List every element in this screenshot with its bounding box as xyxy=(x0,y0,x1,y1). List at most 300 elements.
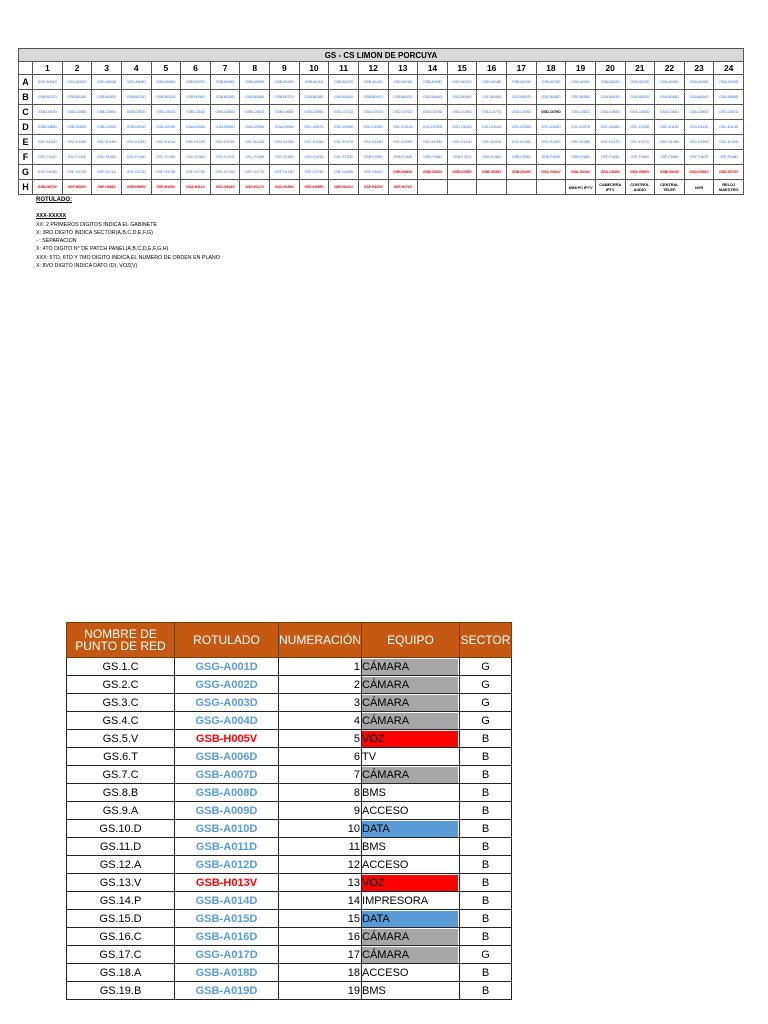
sector-cell: B xyxy=(460,892,512,910)
equipment-cell xyxy=(362,712,460,730)
label-code-cell: GSG-A002D xyxy=(175,676,279,694)
sector-cell: B xyxy=(460,910,512,928)
column-number: 18 xyxy=(536,62,566,75)
number-cell: 3 xyxy=(279,694,362,712)
number-cell: 12 xyxy=(279,856,362,874)
column-number: 14 xyxy=(418,62,448,75)
network-points-table xyxy=(66,622,512,1000)
panel-rows xyxy=(19,75,744,195)
column-number: 24 xyxy=(714,62,744,75)
panel-port-cell: GSF-G180D xyxy=(329,165,359,180)
panel-port-cell: GSD-G070V xyxy=(714,165,744,180)
panel-port-cell: GSB-C061D xyxy=(121,105,151,120)
equipment-cell xyxy=(362,784,460,802)
panel-port-cell: GSB-G029V xyxy=(507,165,537,180)
panel-port-cell: GSC-E134D xyxy=(507,135,537,150)
equipment-label: ACCESO xyxy=(362,966,409,979)
panel-port-cell: GSF-G177D xyxy=(240,165,270,180)
panel-port-cell: GSD-C072D xyxy=(358,105,388,120)
panel-port-cell: GSC-F152D xyxy=(329,150,359,165)
panel-port-cell: GSB-F160D xyxy=(536,150,566,165)
panel-row-label: A xyxy=(19,75,33,90)
label-code-cell: GSB-A014D xyxy=(175,892,279,910)
column-number: 2 xyxy=(62,62,92,75)
panel-port-cell: GSB-F159D xyxy=(507,150,537,165)
panel-port-cell: GSF-G179D xyxy=(299,165,329,180)
panel-port-cell: GSA-A022D xyxy=(595,75,625,90)
column-number: 21 xyxy=(625,62,655,75)
number-cell: 5 xyxy=(279,730,362,748)
panel-port-cell: GSB-B042D xyxy=(388,90,418,105)
panel-port-cell xyxy=(418,180,448,195)
label-code-cell: GSB-A008D xyxy=(175,784,279,802)
column-number: 19 xyxy=(566,62,596,75)
panel-port-cell: GSC-D100D xyxy=(358,120,388,135)
points-rows xyxy=(67,658,512,1000)
panel-port-cell: GSF-G170D xyxy=(62,165,92,180)
equipment-cell xyxy=(362,982,460,1000)
panel-port-cell: GSG-A001D xyxy=(33,75,63,90)
panel-row-label: H xyxy=(19,180,33,195)
panel-port-cell: GSC-F151D xyxy=(299,150,329,165)
equipment-label: CÁMARA xyxy=(362,695,458,711)
panel-port-cell: GSC-E139D xyxy=(684,135,714,150)
point-name-cell: GS.3.C xyxy=(67,694,175,712)
equipment-label: VOZ xyxy=(362,731,458,747)
panel-port-cell: GSB-C063D xyxy=(181,105,211,120)
panel-port-cell: GSD-C079D xyxy=(536,105,566,120)
table-row xyxy=(67,784,512,802)
legend-line: X: 8VO DIGITO INDICA DATO (D), VOZ(V) xyxy=(36,263,138,270)
panel-port-cell: GSB-B030D xyxy=(92,90,122,105)
panel-row xyxy=(19,120,744,135)
patch-panel-grid xyxy=(18,48,744,195)
panel-port-cell: GSD-B047D xyxy=(507,90,537,105)
panel-port-cell: GSB-B036D xyxy=(240,90,270,105)
panel-port-cell: GSB-B032D xyxy=(151,90,181,105)
panel-port-cell: GSA-C083D xyxy=(625,105,655,120)
panel-port-cell: GSA-G042V xyxy=(536,165,566,180)
equipment-cell xyxy=(362,748,460,766)
column-number: 4 xyxy=(121,62,151,75)
equipment-cell xyxy=(362,838,460,856)
panel-row xyxy=(19,180,744,195)
panel-port-cell: GSC-D114D xyxy=(714,120,744,135)
panel-port-cell: GSD-C076D xyxy=(447,105,477,120)
table-row xyxy=(67,946,512,964)
equipment-label: CÁMARA xyxy=(362,677,458,693)
panel-port-cell: GSC-D098D xyxy=(329,120,359,135)
panel-row xyxy=(19,150,744,165)
equipment-label: DATA xyxy=(362,911,458,927)
panel-port-cell: GSB-A014D xyxy=(358,75,388,90)
panel-port-cell: GSG-A017D xyxy=(447,75,477,90)
panel-port-cell: GSA-G060V xyxy=(625,165,655,180)
panel-port-cell: GSB-A019D xyxy=(507,75,537,90)
legend-line: X: 4TO DIGITO N° DE PATCH PANEL(A,B,C,D,E,F,G,H) xyxy=(36,246,169,253)
sector-cell: B xyxy=(460,730,512,748)
sector-cell: B xyxy=(460,856,512,874)
panel-port-cell: GSB-A018D xyxy=(477,75,507,90)
equipment-cell xyxy=(362,694,460,712)
panel-port-cell: GSF-H109V xyxy=(151,180,181,195)
panel-port-cell: GSC-E122D xyxy=(181,135,211,150)
point-name-cell: GS.14.P xyxy=(67,892,175,910)
equipment-cell xyxy=(362,766,460,784)
panel-port-cell: GSC-E128D xyxy=(358,135,388,150)
panel-port-cell: GSC-E137D xyxy=(595,135,625,150)
point-name-cell: GS.6.T xyxy=(67,748,175,766)
point-name-cell: GS.12.A xyxy=(67,856,175,874)
panel-port-cell: GSA-C081D xyxy=(566,105,596,120)
table-row xyxy=(67,802,512,820)
panel-port-cell: GSB-A006D xyxy=(151,75,181,90)
table-row xyxy=(67,820,512,838)
panel-port-cell: GSB-A020D xyxy=(536,75,566,90)
equipment-label: BMS xyxy=(362,786,386,799)
panel-port-cell: GSG-A002D xyxy=(62,75,92,90)
number-cell: 1 xyxy=(279,658,362,676)
point-name-cell: GS.16.C xyxy=(67,928,175,946)
panel-port-cell: GSC-E116D xyxy=(33,135,63,150)
label-code-cell: GSG-A004D xyxy=(175,712,279,730)
panel-port-cell: GSB-A012D xyxy=(329,75,359,90)
table-row xyxy=(67,658,512,676)
label-code-cell: GSB-H005V xyxy=(175,730,279,748)
panel-port-cell: GSB-F157D xyxy=(447,150,477,165)
panel-port-cell: GSC-E138D xyxy=(655,135,685,150)
panel-port-cell: GSA-B056D xyxy=(714,90,744,105)
panel-port-cell: GSC-E121D xyxy=(151,135,181,150)
column-number: 8 xyxy=(240,62,270,75)
panel-port-cell: GSB-F153D xyxy=(358,150,388,165)
equipment-label: CÁMARA xyxy=(362,713,458,729)
panel-port-cell: GSB-B034D xyxy=(181,90,211,105)
panel-port-cell: GSC-E136D xyxy=(566,135,596,150)
panel-port-cell: GSB-C057D xyxy=(33,105,63,120)
panel-port-cell: GSB-D088D xyxy=(33,120,63,135)
column-number: 7 xyxy=(210,62,240,75)
number-cell: 9 xyxy=(279,802,362,820)
panel-row-label: C xyxy=(19,105,33,120)
panel-port-cell: GSC-D107D xyxy=(566,120,596,135)
panel-port-cell: GSD-C078D xyxy=(507,105,537,120)
panel-port-cell: GSF-F168D xyxy=(714,150,744,165)
table-row xyxy=(67,712,512,730)
equipment-cell xyxy=(362,928,460,946)
point-name-cell: GS.5.V xyxy=(67,730,175,748)
sector-cell: G xyxy=(460,676,512,694)
panel-port-cell: GSB-C059D xyxy=(92,105,122,120)
number-cell: 2 xyxy=(279,676,362,694)
sector-cell: B xyxy=(460,838,512,856)
panel-port-cell: GSC-E119D xyxy=(92,135,122,150)
points-header-row xyxy=(67,623,512,658)
panel-port-cell: GSC-D106D xyxy=(536,120,566,135)
panel-row-label: B xyxy=(19,90,33,105)
label-code-cell: GSB-H013V xyxy=(175,874,279,892)
panel-port-cell: GSA-B052D xyxy=(625,90,655,105)
panel-port-cell: GSC-F142D xyxy=(62,150,92,165)
label-code-cell: GSB-A018D xyxy=(175,964,279,982)
label-code-cell: GSB-A011D xyxy=(175,838,279,856)
number-cell: 11 xyxy=(279,838,362,856)
sector-cell: G xyxy=(460,712,512,730)
panel-port-cell: GSB-C068D xyxy=(270,105,300,120)
sector-cell: B xyxy=(460,820,512,838)
equipment-cell xyxy=(362,856,460,874)
corner-cell xyxy=(19,62,33,75)
panel-port-cell: GSB-F162D xyxy=(566,150,596,165)
legend-format: XXX-XXXXX xyxy=(36,213,67,220)
header-rotulado: ROTULADO xyxy=(175,623,279,658)
table-row xyxy=(67,892,512,910)
header-numeracion: NUMERACIÓN xyxy=(279,623,362,658)
panel-port-cell: GSC-D110D xyxy=(625,120,655,135)
panel-port-cell: GSC-F147D xyxy=(210,150,240,165)
column-number-row xyxy=(19,62,744,75)
point-name-cell: GS.18.A xyxy=(67,964,175,982)
panel-port-cell: GSA-B053D xyxy=(655,90,685,105)
panel-port-cell: GSB-D091D xyxy=(121,120,151,135)
label-code-cell: GSG-A001D xyxy=(175,658,279,676)
panel-port-cell: GSA-D095D xyxy=(210,120,240,135)
equipment-label: IMPRESORA xyxy=(362,894,429,907)
panel-port-cell: GSC-D101D xyxy=(388,120,418,135)
panel-port-cell: GSC-D097D xyxy=(299,120,329,135)
panel-port-cell: GSA-D096D xyxy=(240,120,270,135)
table-row xyxy=(67,766,512,784)
column-number: 9 xyxy=(270,62,300,75)
column-number: 16 xyxy=(477,62,507,75)
panel-port-cell: GSA-A025D xyxy=(684,75,714,90)
panel-port-cell: GSC-F145D xyxy=(151,150,181,165)
panel-port-cell: GSB-C067D xyxy=(240,105,270,120)
panel-port-cell: GSB-B041D xyxy=(358,90,388,105)
panel-port-cell: GSB-A011D xyxy=(299,75,329,90)
panel-port-cell: GSC-F146D xyxy=(181,150,211,165)
panel-port-cell: GSC-D104D xyxy=(477,120,507,135)
point-name-cell: GS.9.A xyxy=(67,802,175,820)
panel-port-cell: GSB-G033V xyxy=(477,165,507,180)
panel-port-cell: GSA-A024D xyxy=(655,75,685,90)
panel-port-cell: GSC-H155V xyxy=(299,180,329,195)
panel-port-cell: GSB-C069D xyxy=(299,105,329,120)
label-code-cell: GSB-A019D xyxy=(175,982,279,1000)
column-number: 15 xyxy=(447,62,477,75)
sector-cell: G xyxy=(460,694,512,712)
panel-port-cell: GSF-G175D xyxy=(210,165,240,180)
panel-port-cell: GSB-G039V xyxy=(447,165,477,180)
panel-port-cell: MINI PC IPTV xyxy=(566,180,596,195)
point-name-cell: GS.19.B xyxy=(67,982,175,1000)
panel-port-cell: GSC-H150V xyxy=(270,180,300,195)
point-name-cell: GS.2.C xyxy=(67,676,175,694)
panel-port-cell: GSB-G053V xyxy=(418,165,448,180)
legend-lines xyxy=(36,221,220,271)
panel-port-cell: GSB-B035D xyxy=(210,90,240,105)
number-cell: 10 xyxy=(279,820,362,838)
sector-cell: B xyxy=(460,784,512,802)
panel-row xyxy=(19,105,744,120)
panel-port-cell: GSB-B037D xyxy=(270,90,300,105)
panel-port-cell: GSB-A007D xyxy=(181,75,211,90)
panel-port-cell: GSF-H080V xyxy=(62,180,92,195)
panel-port-cell: GSA-G034V xyxy=(566,165,596,180)
panel-port-cell: GSC-E137D xyxy=(625,135,655,150)
number-cell: 14 xyxy=(279,892,362,910)
column-number: 13 xyxy=(388,62,418,75)
panel-port-cell: GSB-D089D xyxy=(62,120,92,135)
panel-port-cell xyxy=(447,180,477,195)
panel-port-cell: GSB-B038D xyxy=(299,90,329,105)
panel-port-cell: GSF-G174D xyxy=(181,165,211,180)
label-code-cell: GSB-A006D xyxy=(175,748,279,766)
panel-port-cell: GSC-E124D xyxy=(240,135,270,150)
panel-port-cell: GSA-A023D xyxy=(625,75,655,90)
header-punto: NOMBRE DE PUNTO DE RED xyxy=(67,623,175,658)
panel-port-cell: GSF-G181D xyxy=(358,165,388,180)
number-cell: 16 xyxy=(279,928,362,946)
panel-port-cell: GSD-B045D xyxy=(447,90,477,105)
panel-port-cell: GSA-C082D xyxy=(595,105,625,120)
number-cell: 13 xyxy=(279,874,362,892)
equipment-label: ACCESO xyxy=(362,804,409,817)
equipment-cell xyxy=(362,874,460,892)
panel-port-cell: GSC-E127D xyxy=(329,135,359,150)
column-number: 22 xyxy=(655,62,685,75)
panel-port-cell: GSC-E135D xyxy=(536,135,566,150)
equipment-label: CÁMARA xyxy=(362,767,458,783)
point-name-cell: GS.13.V xyxy=(67,874,175,892)
panel-port-cell xyxy=(536,180,566,195)
panel-port-cell: CENTRAL TELEF. xyxy=(655,180,685,195)
sector-cell: B xyxy=(460,766,512,784)
panel-port-cell: GSA-D094D xyxy=(181,120,211,135)
label-code-cell: GSB-A016D xyxy=(175,928,279,946)
panel-port-cell: GSA-G049V xyxy=(595,165,625,180)
equipment-label: TV xyxy=(362,750,377,763)
panel-port-cell: GSF-H086V xyxy=(92,180,122,195)
legend-title: ROTULADO: xyxy=(36,197,72,203)
panel-port-cell xyxy=(507,180,537,195)
number-cell: 4 xyxy=(279,712,362,730)
label-code-cell: GSB-A010D xyxy=(175,820,279,838)
column-number: 5 xyxy=(151,62,181,75)
number-cell: 8 xyxy=(279,784,362,802)
sector-cell: B xyxy=(460,874,512,892)
panel-port-cell: GSA-C084D xyxy=(655,105,685,120)
panel-port-cell: GSC-H117V xyxy=(240,180,270,195)
panel-port-cell: GSF-H161V xyxy=(329,180,359,195)
panel-port-cell: GSC-F148D xyxy=(240,150,270,165)
table-row xyxy=(67,676,512,694)
panel-port-cell: GSD-C075D xyxy=(418,105,448,120)
panel-port-cell: GSF-F163D xyxy=(595,150,625,165)
panel-port-cell: GSC-E131D xyxy=(447,135,477,150)
column-number: 11 xyxy=(329,62,359,75)
sector-cell: B xyxy=(460,802,512,820)
panel-port-cell: GSC-E129D xyxy=(388,135,418,150)
panel-port-cell: GSC-F143D xyxy=(92,150,122,165)
sector-cell: B xyxy=(460,748,512,766)
table-row xyxy=(67,730,512,748)
panel-port-cell: GSC-C087D xyxy=(714,105,744,120)
equipment-label: CÁMARA xyxy=(362,929,458,945)
equipment-cell xyxy=(362,820,460,838)
number-cell: 17 xyxy=(279,946,362,964)
panel-port-cell: GSA-H112V xyxy=(181,180,211,195)
panel-port-cell: GSF-F167D xyxy=(684,150,714,165)
column-number: 3 xyxy=(92,62,122,75)
panel-port-cell: GSD-B046D xyxy=(477,90,507,105)
panel-port-cell: GSG-A004D xyxy=(121,75,151,90)
panel-port-cell: GSB-G083V xyxy=(388,165,418,180)
panel-port-cell: GSB-A015D xyxy=(388,75,418,90)
table-row xyxy=(67,748,512,766)
equipment-cell xyxy=(362,910,460,928)
panel-port-cell: GSB-C062D xyxy=(151,105,181,120)
table-row xyxy=(67,874,512,892)
equipment-label: ACCESO xyxy=(362,858,409,871)
panel-row-label: F xyxy=(19,150,33,165)
table-row xyxy=(67,910,512,928)
panel-port-cell: GSC-D102D xyxy=(418,120,448,135)
panel-port-cell: GSB-F158D xyxy=(477,150,507,165)
point-name-cell: GS.11.D xyxy=(67,838,175,856)
label-code-cell: GSG-A003D xyxy=(175,694,279,712)
column-number: 12 xyxy=(358,62,388,75)
panel-port-cell: GSB-A010D xyxy=(270,75,300,90)
panel-port-cell: GSB-F154D xyxy=(388,150,418,165)
panel-port-cell: GSC-H115V xyxy=(210,180,240,195)
column-number: 10 xyxy=(299,62,329,75)
column-number: 17 xyxy=(507,62,537,75)
panel-port-cell: CABECERA IPTV xyxy=(595,180,625,195)
panel-port-cell: GSA-A026D xyxy=(714,75,744,90)
panel-port-cell: GSF-F166D xyxy=(655,150,685,165)
panel-port-cell: GSG-A003D xyxy=(92,75,122,90)
equipment-cell xyxy=(362,676,460,694)
legend-line: - : SEPARACION xyxy=(36,238,77,245)
panel-port-cell: GSB-A009D xyxy=(240,75,270,90)
panel-port-cell: RELOJ MAESTRO xyxy=(714,180,744,195)
panel-row xyxy=(19,165,744,180)
panel-port-cell: GSC-E132D xyxy=(477,135,507,150)
legend-line: XX: 2 PRIMEROS DIGITOS INDICA EL GABINETE xyxy=(36,221,157,228)
sector-cell: G xyxy=(460,658,512,676)
table-row xyxy=(67,694,512,712)
panel-row xyxy=(19,135,744,150)
panel-port-cell: GSD-G066V xyxy=(684,165,714,180)
point-name-cell: GS.8.B xyxy=(67,784,175,802)
panel-port-cell: GSD-C071D xyxy=(329,105,359,120)
panel-port-cell: GSC-E123D xyxy=(210,135,240,150)
equipment-label: CÁMARA xyxy=(362,947,458,963)
number-cell: 19 xyxy=(279,982,362,1000)
column-number: 20 xyxy=(595,62,625,75)
table-row xyxy=(67,856,512,874)
table-row xyxy=(67,982,512,1000)
panel-port-cell: GSA-D096D xyxy=(270,120,300,135)
panel-title: GS - CS LIMON DE PORCUYA xyxy=(19,49,744,62)
panel-port-cell: GSB-C065D xyxy=(210,105,240,120)
equipment-cell xyxy=(362,946,460,964)
sector-cell: B xyxy=(460,982,512,1000)
legend-line: XXX: 5TO, 6TO Y 7MO DIGITO INDICA EL NUMERO DE ORDEN EN PLANO xyxy=(36,254,220,261)
panel-port-cell: GSC-D103D xyxy=(447,120,477,135)
label-code-cell: GSB-A009D xyxy=(175,802,279,820)
